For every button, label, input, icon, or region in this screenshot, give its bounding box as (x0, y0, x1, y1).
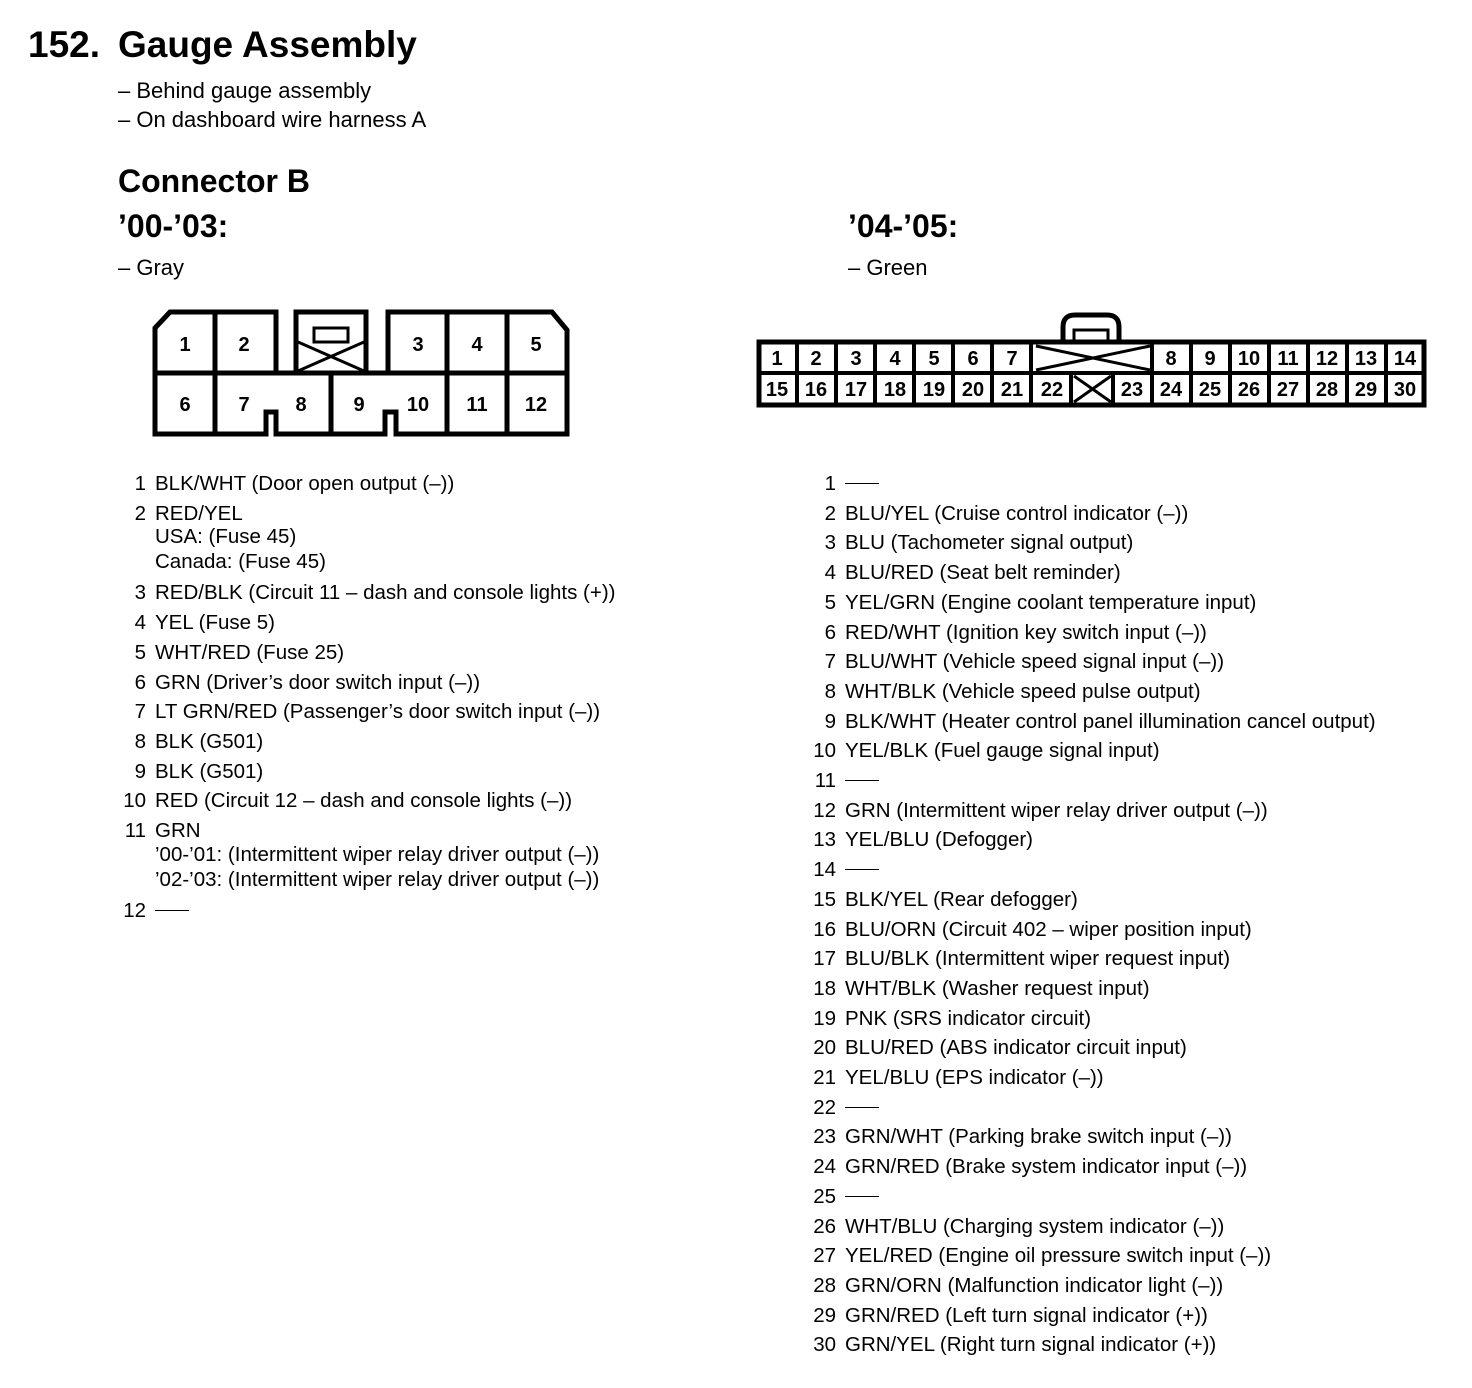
pin-label: 12 (1315, 348, 1339, 370)
pin-row (808, 1271, 1376, 1301)
no-wire-dash (845, 780, 879, 781)
pin-number: 11 (814, 769, 836, 793)
pin-row (808, 1122, 1376, 1152)
pin-number: 5 (824, 590, 836, 614)
pin-row (808, 885, 1376, 915)
left-connector-color: – Gray (118, 255, 185, 280)
pin-label: 9 (353, 394, 365, 416)
pin-list-04-05 (808, 469, 1376, 1360)
unused-pin-dash (836, 766, 879, 796)
pin-description: BLU/RED (ABS indicator circuit input) (845, 1036, 1187, 1060)
pin-description: YEL (Fuse 5) (155, 611, 276, 635)
pin-label: 8 (1165, 348, 1177, 370)
pin-description: BLU/ORN (Circuit 402 – wiper position input) (845, 917, 1252, 941)
pin-label: 20 (961, 379, 985, 401)
pin-label: 2 (810, 348, 822, 370)
pin-description: BLU/YEL (Cruise control indicator (–)) (845, 501, 1189, 525)
pin-number: 28 (813, 1273, 836, 1297)
pin-sub-description: ’00-’01: (Intermittent wiper relay driver output (–)) (155, 842, 600, 866)
pin-label: 11 (1277, 348, 1299, 370)
pin-number: 21 (813, 1066, 836, 1090)
pin-number: 26 (813, 1214, 836, 1238)
pin-label: 10 (406, 394, 430, 416)
pin-row (808, 1093, 1376, 1123)
pin-label: 15 (765, 379, 789, 401)
pin-description: PNK (SRS indicator circuit) (845, 1006, 1092, 1030)
unused-pin-dash (146, 896, 189, 926)
pin-row (808, 647, 1376, 677)
pin-number: 4 (134, 611, 146, 635)
pin-label: 25 (1198, 379, 1222, 401)
pin-row (808, 1033, 1376, 1063)
pin-label: 9 (1204, 348, 1216, 370)
pin-number: 25 (813, 1184, 836, 1208)
pin-label: 22 (1040, 379, 1064, 401)
unused-pin-dash (836, 469, 879, 499)
pin-label: 5 (928, 348, 940, 370)
pin-label: 28 (1315, 379, 1339, 401)
pin-number: 17 (813, 947, 836, 971)
unused-pin-dash (836, 855, 879, 885)
pin-number: 7 (824, 650, 836, 674)
pin-row (118, 727, 616, 757)
pin-sub-description: ’02-’03: (Intermittent wiper relay driver output (–)) (155, 867, 600, 891)
pin-description: BLU/WHT (Vehicle speed signal input (–)) (845, 650, 1225, 674)
pin-row (118, 578, 616, 608)
pin-description: RED (Circuit 12 – dash and console lights (–)) (155, 789, 573, 813)
pin-row (118, 668, 616, 698)
section-number: 152. (28, 24, 101, 65)
pin-label: 27 (1276, 379, 1300, 401)
pin-row (808, 499, 1376, 529)
pin-row (808, 469, 1376, 499)
pin-list-00-03 (118, 469, 616, 925)
pin-description: YEL/BLU (Defogger) (845, 828, 1034, 852)
pin-label: 16 (804, 379, 828, 401)
pin-row (808, 825, 1376, 855)
pin-description: BLU/RED (Seat belt reminder) (845, 561, 1121, 585)
pin-number: 3 (824, 531, 836, 555)
left-year-label: ’00-’03: (118, 208, 229, 244)
pin-label: 26 (1237, 379, 1261, 401)
pin-description: YEL/RED (Engine oil pressure switch input (–)) (845, 1244, 1272, 1268)
pin-label: 23 (1120, 379, 1144, 401)
pin-label: 6 (179, 394, 191, 416)
pin-description: YEL/BLK (Fuel gauge signal input) (845, 739, 1160, 763)
pin-sub-description: USA: (Fuse 45) (155, 525, 297, 549)
pin-row (808, 1152, 1376, 1182)
no-wire-dash (155, 910, 189, 911)
pin-row (118, 608, 616, 638)
pin-label: 24 (1159, 379, 1183, 401)
section-title: Gauge Assembly (118, 24, 417, 65)
pin-description: YEL/BLU (EPS indicator (–)) (845, 1066, 1104, 1090)
pin-label: 5 (530, 334, 542, 356)
pin-description: GRN (155, 819, 201, 843)
pin-row (118, 757, 616, 787)
no-wire-dash (845, 1196, 879, 1197)
pin-number: 10 (123, 789, 146, 813)
pin-number: 12 (813, 798, 836, 822)
connector-30pin-diagram (0, 0, 1472, 450)
no-wire-dash (845, 1107, 879, 1108)
pin-number: 11 (124, 819, 146, 843)
pin-number: 27 (813, 1244, 836, 1268)
pin-description: YEL/GRN (Engine coolant temperature input) (845, 590, 1257, 614)
pin-row (808, 915, 1376, 945)
pin-description: WHT/BLU (Charging system indicator (–)) (845, 1214, 1225, 1238)
pin-label: 18 (883, 379, 907, 401)
pin-number: 23 (813, 1125, 836, 1149)
pin-number: 16 (813, 917, 836, 941)
pin-row (808, 528, 1376, 558)
pin-label: 4 (471, 334, 483, 356)
pin-description: LT GRN/RED (Passenger’s door switch input (–)) (155, 700, 601, 724)
pin-label: 1 (771, 348, 783, 370)
pin-description: BLK (G501) (155, 729, 264, 753)
pin-row (808, 766, 1376, 796)
pin-row (808, 558, 1376, 588)
pin-description: RED/BLK (Circuit 11 – dash and console lights (+)) (155, 581, 616, 605)
pin-number: 15 (813, 887, 836, 911)
pin-label: 19 (922, 379, 946, 401)
pin-label: 8 (295, 394, 307, 416)
pin-number: 20 (813, 1036, 836, 1060)
pin-number: 9 (824, 709, 836, 733)
pin-row (808, 677, 1376, 707)
pin-description: RED/YEL (155, 501, 243, 525)
pin-label: 29 (1354, 379, 1378, 401)
pin-description: RED/WHT (Ignition key switch input (–)) (845, 620, 1207, 644)
pin-number: 12 (123, 898, 146, 922)
pin-row (118, 697, 616, 727)
location-1: – Behind gauge assembly (118, 78, 372, 103)
right-connector-color: – Green (848, 255, 928, 280)
pin-row (808, 855, 1376, 885)
pin-number: 13 (813, 828, 836, 852)
pin-number: 5 (134, 640, 146, 664)
pin-label: 3 (850, 348, 862, 370)
pin-description: BLK (G501) (155, 759, 264, 783)
pin-description: BLK/YEL (Rear defogger) (845, 887, 1078, 911)
pin-description: WHT/RED (Fuse 25) (155, 640, 345, 664)
pin-row (118, 896, 616, 926)
pin-row (808, 944, 1376, 974)
pin-label: 13 (1354, 348, 1378, 370)
pin-row (808, 1212, 1376, 1242)
pin-number: 22 (813, 1095, 836, 1119)
pin-description: GRN/RED (Brake system indicator input (–)) (845, 1155, 1248, 1179)
pin-number: 4 (824, 561, 836, 585)
pin-row (118, 469, 616, 499)
pin-label: 4 (889, 348, 901, 370)
pin-row (118, 786, 616, 816)
pin-row (808, 1063, 1376, 1093)
pin-number: 3 (134, 581, 146, 605)
pin-number: 2 (134, 501, 146, 525)
unused-pin-dash (836, 1182, 879, 1212)
pin-number: 30 (813, 1333, 836, 1357)
pin-row (808, 707, 1376, 737)
pin-row (808, 588, 1376, 618)
pin-row (808, 1301, 1376, 1331)
pin-description: GRN/WHT (Parking brake switch input (–)) (845, 1125, 1232, 1149)
pin-row (118, 638, 616, 668)
pin-row (808, 1241, 1376, 1271)
pin-number: 24 (813, 1155, 836, 1179)
pin-row (808, 618, 1376, 648)
pin-number: 1 (824, 472, 836, 495)
pin-label: 2 (238, 334, 250, 356)
pin-label: 14 (1393, 348, 1417, 370)
pin-number: 9 (134, 759, 146, 783)
pin-number: 8 (824, 679, 836, 703)
pin-row (808, 1004, 1376, 1034)
pin-number: 6 (134, 670, 146, 694)
pin-description: BLU/BLK (Intermittent wiper request input) (845, 947, 1231, 971)
pin-description: WHT/BLK (Washer request input) (845, 976, 1150, 1000)
pin-label: 17 (844, 379, 868, 401)
pin-label: 21 (1000, 379, 1024, 401)
pin-label: 11 (466, 394, 488, 416)
pin-label: 7 (238, 394, 250, 416)
no-wire-dash (845, 869, 879, 870)
pin-number: 18 (813, 976, 836, 1000)
pin-label: 30 (1393, 379, 1417, 401)
pin-row (808, 736, 1376, 766)
connector-title: Connector B (118, 163, 310, 199)
pin-row (808, 1330, 1376, 1360)
pin-label: 6 (967, 348, 979, 370)
pin-number: 14 (813, 858, 836, 882)
pin-description: GRN/ORN (Malfunction indicator light (–)) (845, 1273, 1224, 1297)
pin-number: 10 (813, 739, 836, 763)
pin-number: 29 (813, 1303, 836, 1327)
pin-number: 7 (134, 700, 146, 724)
pin-number: 2 (824, 501, 836, 525)
pin-row (808, 1182, 1376, 1212)
pin-number: 6 (824, 620, 836, 644)
unused-pin-dash (836, 1093, 879, 1123)
pin-description: BLU (Tachometer signal output) (845, 531, 1134, 555)
pin-sub-description: Canada: (Fuse 45) (155, 550, 326, 574)
no-wire-dash (845, 483, 879, 484)
pin-label: 12 (524, 394, 548, 416)
pin-description: GRN/YEL (Right turn signal indicator (+)) (845, 1333, 1217, 1357)
pin-description: GRN (Intermittent wiper relay driver output (–)) (845, 798, 1268, 822)
pin-row (808, 796, 1376, 826)
pin-description: WHT/BLK (Vehicle speed pulse output) (845, 679, 1201, 703)
location-2: – On dashboard wire harness A (118, 107, 427, 132)
pin-description: BLK/WHT (Heater control panel illumination cancel output) (845, 709, 1376, 733)
pin-number: 1 (134, 472, 146, 495)
pin-number: 8 (134, 729, 146, 753)
pin-label: 7 (1006, 348, 1018, 370)
pin-description: BLK/WHT (Door open output (–)) (155, 472, 455, 495)
pin-description: GRN/RED (Left turn signal indicator (+)) (845, 1303, 1208, 1327)
pin-row (808, 974, 1376, 1004)
pin-label: 3 (412, 334, 424, 356)
pin-description: GRN (Driver’s door switch input (–)) (155, 670, 481, 694)
pin-label: 10 (1237, 348, 1261, 370)
pin-number: 19 (813, 1006, 836, 1030)
right-year-label: ’04-’05: (848, 208, 959, 244)
pin-label: 1 (179, 334, 191, 356)
